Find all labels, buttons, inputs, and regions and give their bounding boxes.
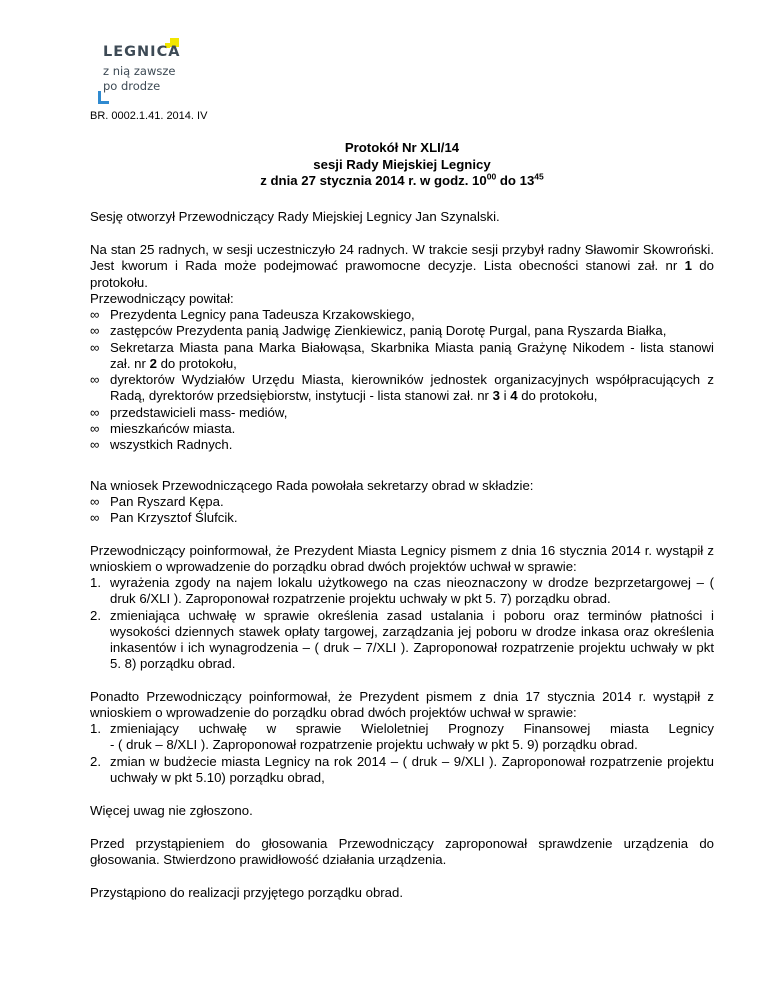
word: Legnicy [668,721,714,736]
list-item-text: Pan Ryszard Kępa. [110,494,224,509]
list-item [90,510,714,526]
list-item-text: zmian w budżecie miasta Legnicy na rok 2014 – ( druk – 9/XLI ). Zaproponował rozpatrzenie projektu uchwały w pkt 5.10) porządku obrad, [110,753,714,785]
secretaries-intro: Na wniosek Przewodniczącego Rada powołała sekretarzy obrad w składzie: [90,478,534,493]
word: sprawie [295,721,342,736]
bullet-icon: ∞ [90,437,100,453]
word: miasta [609,721,649,736]
quorum-attachment-number: 1 [684,258,692,274]
logo-tagline-1: z nią zawsze [103,64,176,78]
paragraph-opening: Sesję otworzył Przewodniczący Rady Miejskiej Legnicy Jan Szynalski. [90,209,500,224]
greeting-list [90,307,714,454]
bullet-icon: ∞ [90,323,100,339]
time-end-minutes: 45 [534,171,544,182]
list-item-text: Sekretarza Miasta pana Marka Białowąsa, Skarbnika Miasta panią Grażynę Nikodem - lista stanowi zał. nr [110,339,714,371]
paragraph-agenda: Przystąpiono do realizacji przyjętego porządku obrad. [90,885,404,900]
list-item-text: wyrażenia zgody na najem lokalu użytkowego na czas nieoznaczony w drodze bezprzetargowej – ( druk 6/XLI ). Zaproponował rozpatrzenie projektu uchwały w pkt 5. 7) porządku obrad. [110,575,714,607]
list-item [90,421,714,437]
list-item-text-end: do protokołu, [517,388,598,404]
document-title [90,140,714,190]
list-item [90,754,714,787]
paragraph-quorum [90,242,714,291]
bullet-icon: ∞ [90,372,100,388]
list-item [90,575,714,608]
title-time-to: do 13 [496,173,535,188]
bullet-icon: ∞ [90,307,100,322]
list-item [90,323,714,339]
bullet-icon: ∞ [90,494,100,509]
time-start-minutes: 00 [486,171,497,182]
item-number: 1. [90,721,101,736]
bullet-icon: ∞ [90,510,100,526]
list-item [90,307,714,323]
list-item-text: dyrektorów Wydziałów Urzędu Miasta, kierowników jednostek organizacyjnych współpracujących z Radą, dyrektorów przedsiębiorstw, instytucji - lista stanowi zał. nr [110,372,714,404]
list-item-text-spread [110,721,714,737]
list-item [90,340,714,373]
list-item [90,608,714,673]
paragraph-no-remarks: Więcej uwag nie zgłoszono. [90,803,253,818]
list-item [90,372,714,405]
word: uchwałę [198,721,247,736]
attachment-number: 3 [492,388,500,404]
document-reference: BR. 0002.1.41. 2014. IV [90,110,208,122]
word: Prognozy [448,721,504,736]
word: Finansowej [523,721,591,736]
mayor-request-1-intro: Przewodniczący poinformował, że Prezydent Miasta Legnicy pismem z dnia 16 stycznia 2014 r. wystąpił z wnioskiem o wprowadzenie do porządku obrad dwóch projektów uchwał w sprawie: [90,543,714,575]
conjunction: i [499,388,511,404]
list-item-text: przedstawicieli mass- mediów, [110,404,288,420]
quorum-text: Na stan 25 radnych, w sesji uczestniczyło 24 radnych. W trakcie sesji przybył radny Sławomir Skowroński. Jest kworum i Rada może podejmować prawomocne decyzje. Lista obecności stanowi zał. nr [90,242,714,274]
item-number: 1. [90,575,101,590]
list-item-text-line2: - ( druk – 8/XLI ). Zaproponował rozpatrzenie projektu uchwały w pkt 5. 9) porządku obrad. [110,737,638,753]
title-date: z dnia 27 stycznia 2014 r. w godz. 10 [260,173,487,188]
list-item-text: zastępców Prezydenta panią Jadwigę Zienkiewicz, panią Dorotę Purgal, pana Ryszarda Białka, [110,323,667,339]
legnica-logo [95,36,195,108]
greeting-intro: Przewodniczący powitał: [90,291,234,306]
mayor-request-2-list [90,721,714,786]
list-item-text-end: do protokołu, [156,355,237,371]
quorum-text-end: do protokołu. [90,258,714,290]
bullet-icon: ∞ [90,339,100,355]
mayor-request-1-list [90,575,714,673]
title-line-3 [90,173,714,190]
logo-tagline-2: po drodze [103,79,161,93]
list-item [90,721,714,754]
logo-blue-corner-base [98,101,109,104]
attachment-number: 4 [510,388,518,404]
logo-title: LEGNICA [103,44,181,60]
list-item-text: mieszkańców miasta. [110,421,236,437]
list-item-text: Pan Krzysztof Ślufcik. [110,510,238,526]
secretaries-list [90,494,714,527]
title-line-1: Protokół Nr XLI/14 [344,140,460,155]
word: Wieloletniej [361,721,429,736]
item-number: 2. [90,607,101,623]
word: zmieniający [110,721,179,736]
item-number: 2. [90,753,101,769]
bullet-icon: ∞ [90,404,100,420]
list-item-text: Prezydenta Legnicy pana Tadeusza Krzakowskiego, [110,307,415,322]
title-line-2: sesji Rady Miejskiej Legnicy [313,156,491,172]
list-item-text: zmieniająca uchwałę w sprawie określenia zasad ustalania i poboru oraz terminów płatności i wysokości dziennych stawek opłaty targowej, zarządzania jej poboru w drodze inkasa oraz określenia inkasentów i ich wynagrodzenia – ( druk – 7/XLI ). Zaproponował rozpatrzenie projektu uchwały w pkt 5. 8) porządku obrad. [110,607,714,672]
attachment-number: 2 [149,355,157,371]
list-item [90,494,714,510]
mayor-request-2-intro: Ponadto Przewodniczący poinformował, że Prezydent pismem z dnia 17 stycznia 2014 r. wystąpił z wnioskiem o wprowadzenie do porządku obrad dwóch projektów uchwał w sprawie: [90,689,714,721]
list-item [90,437,714,453]
word: w [266,721,277,736]
list-item [90,405,714,421]
paragraph-voting-check: Przed przystąpieniem do głosowania Przewodniczący zaproponował sprawdzenie urządzenia do głosowania. Stwierdzono prawidłowość działania urządzenia. [90,836,714,868]
list-item-text: wszystkich Radnych. [110,437,233,453]
bullet-icon: ∞ [90,421,100,437]
